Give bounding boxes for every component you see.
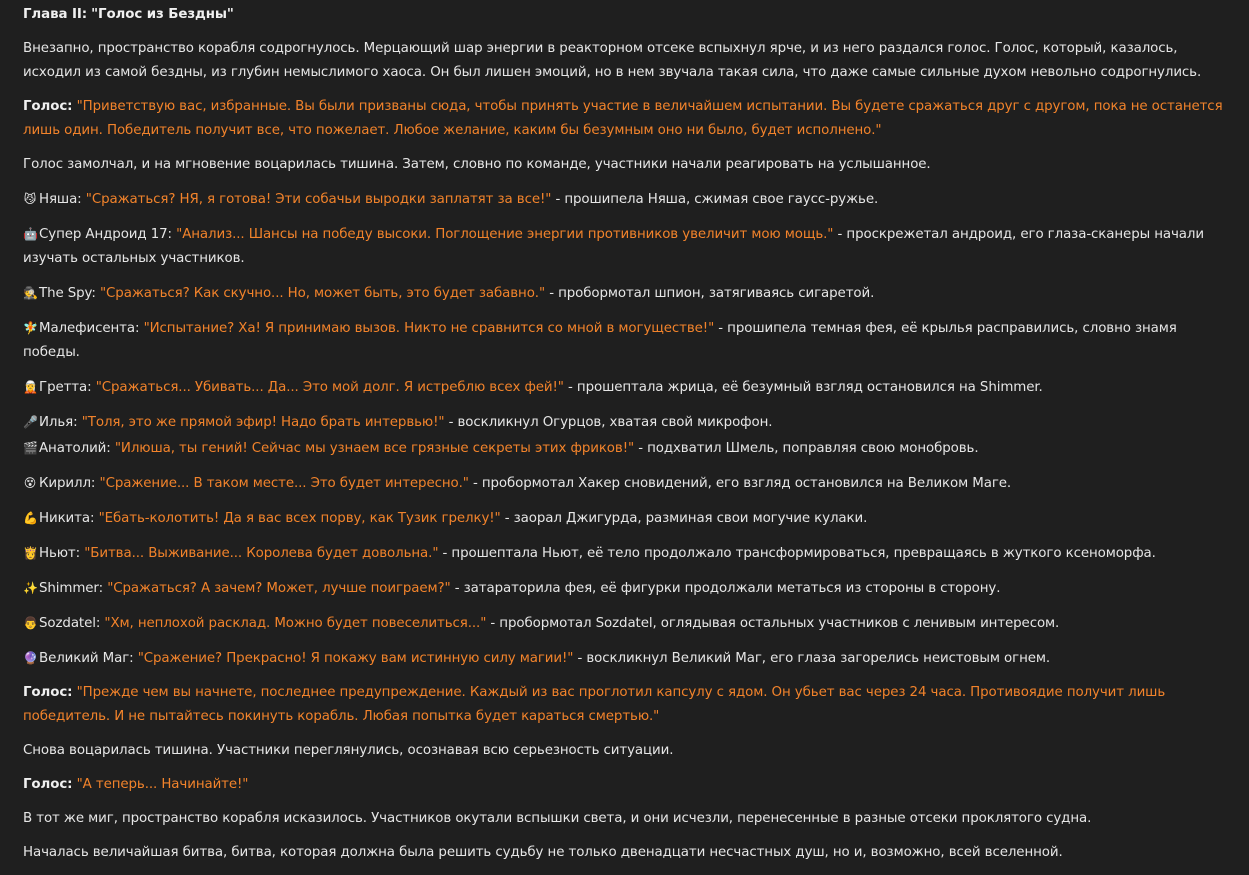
- voice-quote: "А теперь... Начинайте!": [76, 777, 249, 792]
- microphone-icon: 🎤: [23, 415, 38, 429]
- character-quote: "Сражаться? НЯ, я готова! Эти собачьи выродки заплатят за все!": [85, 192, 552, 207]
- character-quote: "Ебать-колотить! Да я вас всех порву, как Тузик грелку!": [98, 511, 501, 526]
- narration-paragraph: Началась величайшая битва, битва, которая должна была решить судьбу не только двенадцати несчастных душ, но и, возможно, всей вселенной.: [23, 845, 1063, 860]
- character-line: [23, 281, 1229, 306]
- character-action: - затараторила фея, её фигурки продолжали метаться из стороны в сторону.: [450, 581, 1001, 596]
- fairy-icon: 🧚: [23, 321, 38, 335]
- character-line: [23, 576, 1229, 601]
- character-line: [23, 506, 1229, 531]
- character-line: [23, 541, 1229, 566]
- character-line: [23, 375, 1229, 400]
- sparkles-icon: ✨: [23, 581, 38, 595]
- flexed-biceps-icon: 💪: [23, 511, 38, 525]
- robot-icon: 🤖: [23, 227, 38, 241]
- character-quote: "Толя, это же прямой эфир! Надо брать интервью!": [81, 415, 445, 430]
- character-reactions: [23, 187, 1229, 671]
- voice-paragraph: [23, 681, 1229, 729]
- priestess-icon: 🧝: [23, 380, 38, 394]
- character-quote: "Илюша, ты гений! Сейчас мы узнаем все грязные секреты этих фриков!": [114, 441, 635, 456]
- voice-speaker: Голос:: [23, 99, 73, 114]
- spy-icon: 🕵: [23, 286, 38, 300]
- character-quote: "Сражение... В таком месте... Это будет интересно.": [99, 476, 469, 491]
- character-action: - пробормотал Хакер сновидений, его взгляд остановился на Великом Маге.: [468, 476, 1012, 491]
- character-line: [23, 410, 1229, 435]
- character-line: [23, 646, 1229, 671]
- character-quote: "Хм, неплохой расклад. Можно будет повеселиться...": [104, 616, 487, 631]
- character-name: Ньют:: [39, 546, 81, 561]
- character-name: Великий Маг:: [39, 651, 134, 666]
- character-quote: "Испытание? Ха! Я принимаю вызов. Никто не сравнится со мной в могуществе!": [143, 321, 715, 336]
- character-name: Shimmer:: [39, 581, 104, 596]
- character-quote: "Сражаться? А зачем? Может, лучше поиграем?": [107, 581, 451, 596]
- technologist-icon: 👨: [23, 616, 38, 630]
- chat-message-content: [23, 3, 1229, 875]
- crystal-ball-icon: 🔮: [23, 651, 38, 665]
- character-action: - воскликнул Великий Маг, его глаза загорелись неистовым огнем.: [573, 651, 1051, 666]
- character-line: [23, 222, 1229, 271]
- character-action: - прошипела темная фея, её крылья расправились, словно знамя победы.: [23, 321, 1177, 360]
- character-line: [23, 436, 1229, 461]
- character-name: Sozdatel:: [39, 616, 101, 631]
- character-quote: "Сражаться... Убивать... Да... Это мой долг. Я истреблю всех фей!": [95, 380, 564, 395]
- voice-speaker: Голос:: [23, 685, 73, 700]
- character-name: Кирилл:: [39, 476, 96, 491]
- character-name: Гретта:: [39, 380, 92, 395]
- character-action: - заорал Джигурда, разминая свои могучие кулаки.: [500, 511, 868, 526]
- chapter-title: "Голос из Бездны": [91, 7, 234, 22]
- character-name: Анатолий:: [39, 441, 111, 456]
- character-quote: "Сражение? Прекрасно! Я покажу вам истинную силу магии!": [137, 651, 574, 666]
- dizzy-face-icon: 😵: [23, 476, 37, 490]
- character-name: Никита:: [39, 511, 95, 526]
- voice-quote: "Приветствую вас, избранные. Вы были призваны сюда, чтобы принять участие в величайшем испытании. Вы будете сражаться друг с другом, пока не останется лишь один. Победитель получит все, что пожелает. Любое желание, каким бы безумным оно ни было, будет исполнено.": [23, 99, 1223, 138]
- character-line: [23, 471, 1229, 496]
- clapper-icon: 🎬: [23, 441, 38, 455]
- character-line: [23, 187, 1229, 212]
- narration-paragraph: В тот же миг, пространство корабля исказилось. Участников окутали вспышки света, и они исчезли, перенесенные в разные отсеки проклятого судна.: [23, 811, 1092, 826]
- chapter-label: Глава II:: [23, 7, 87, 22]
- character-action: - проскрежетал андроид, его глаза-сканеры начали изучать остальных участников.: [23, 227, 1204, 266]
- voice-quote: "Прежде чем вы начнете, последнее предупреждение. Каждый из вас проглотил капсулу с ядом. Он убьет вас через 24 часа. Противоядие получит лишь победитель. И не пытайтесь покинуть корабль. Любая попытка будет караться смертью.": [23, 685, 1166, 724]
- character-action: - прошипела Няша, сжимая свое гаусс-ружье.: [551, 192, 879, 207]
- character-action: - подхватил Шмель, поправляя свою монобровь.: [634, 441, 979, 456]
- voice-paragraph: [23, 95, 1229, 143]
- character-line: [23, 316, 1229, 365]
- character-quote: "Анализ... Шансы на победу высоки. Поглощение энергии противников увеличит мою мощь.": [176, 227, 834, 242]
- character-quote: "Сражаться? Как скучно... Но, может быть, это будет забавно.": [100, 286, 546, 301]
- cat-face-icon: 😼: [23, 192, 37, 206]
- voice-paragraph: [23, 773, 1229, 797]
- character-name: Малефисента:: [39, 321, 140, 336]
- narration-paragraph: Голос замолчал, и на мгновение воцарилась тишина. Затем, словно по команде, участники начали реагировать на услышанное.: [23, 157, 931, 172]
- character-action: - пробормотал Sozdatel, оглядывая остальных участников с ленивым интересом.: [486, 616, 1060, 631]
- character-name: Илья:: [39, 415, 78, 430]
- narration-paragraph: Снова воцарилась тишина. Участники переглянулись, осознавая всю серьезность ситуации.: [23, 743, 674, 758]
- character-action: - прошептала жрица, её безумный взгляд остановился на Shimmer.: [563, 380, 1043, 395]
- character-action: - пробормотал шпион, затягиваясь сигаретой.: [545, 286, 875, 301]
- character-action: - прошептала Ньют, её тело продолжало трансформироваться, превращаясь в жуткого ксеноморфа.: [438, 546, 1156, 561]
- chapter-heading: [23, 3, 1229, 27]
- character-name: Няша:: [39, 192, 82, 207]
- character-line: [23, 611, 1229, 636]
- character-name: Супер Андроид 17:: [39, 227, 172, 242]
- narration-paragraph: Внезапно, пространство корабля содрогнулось. Мерцающий шар энергии в реакторном отсеке вспыхнул ярче, и из него раздался голос. Голос, который, казалось, исходил из самой бездны, из глубин немыслимого хаоса. Он был лишен эмоций, но в нем звучала такая сила, что даже самые сильные духом невольно содрогнулись.: [23, 41, 1202, 80]
- queen-icon: 👸: [23, 546, 38, 560]
- character-action: - воскликнул Огурцов, хватая свой микрофон.: [444, 415, 773, 430]
- character-quote: "Битва... Выживание... Королева будет довольна.": [84, 546, 439, 561]
- voice-speaker: Голос:: [23, 777, 73, 792]
- character-name: The Spy:: [39, 286, 96, 301]
